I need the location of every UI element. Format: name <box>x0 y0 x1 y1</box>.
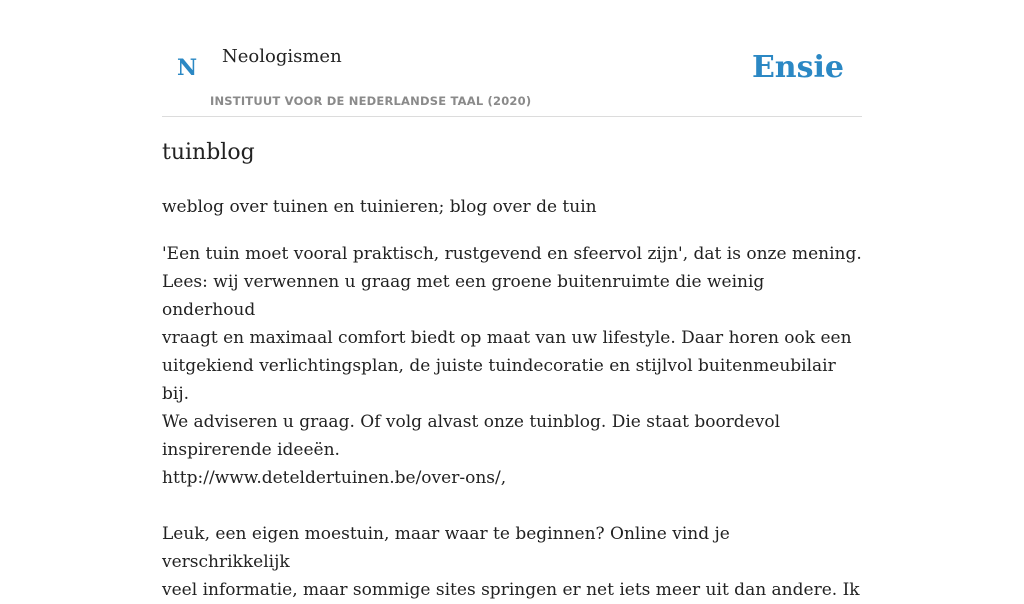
example-line: Leuk, een eigen moestuin, maar waar te beginnen? Online vind je verschrikkelijk <box>162 524 730 572</box>
entry-header <box>162 0 862 117</box>
source-n-icon: N <box>177 55 198 81</box>
entry-card <box>162 0 862 600</box>
example-line: vraagt en maximaal comfort biedt op maat van uw lifestyle. Daar horen ook een <box>162 328 852 348</box>
source-name[interactable]: Neologismen <box>222 46 342 67</box>
entry-example <box>162 240 862 604</box>
example-source-url: http://www.deteldertuinen.be/over-ons/, <box>162 468 507 488</box>
example-line: We adviseren u graag. Of volg alvast onze tuinblog. Die staat boordevol <box>162 412 781 432</box>
example-line: inspirerende ideeën. <box>162 440 340 460</box>
example-line: 'Een tuin moet vooral praktisch, rustgevend en sfeervol zijn', dat is onze mening. <box>162 244 862 264</box>
entry-definition: weblog over tuinen en tuinieren; blog over de tuin <box>162 197 597 217</box>
example-line: veel informatie, maar sommige sites springen er net iets meer uit dan andere. Ik <box>162 580 860 600</box>
example-line: Lees: wij verwennen u graag met een groene buitenruimte die weinig onderhoud <box>162 272 765 320</box>
ensie-logo[interactable]: Ensie <box>751 50 844 85</box>
paragraph-spacer <box>162 492 862 520</box>
source-organization: INSTITUUT VOOR DE NEDERLANDSE TAAL (2020) <box>210 94 532 108</box>
example-line: uitgekiend verlichtingsplan, de juiste tuindecoratie en stijlvol buitenmeubilair bij. <box>162 356 836 404</box>
entry-term: tuinblog <box>162 140 255 165</box>
